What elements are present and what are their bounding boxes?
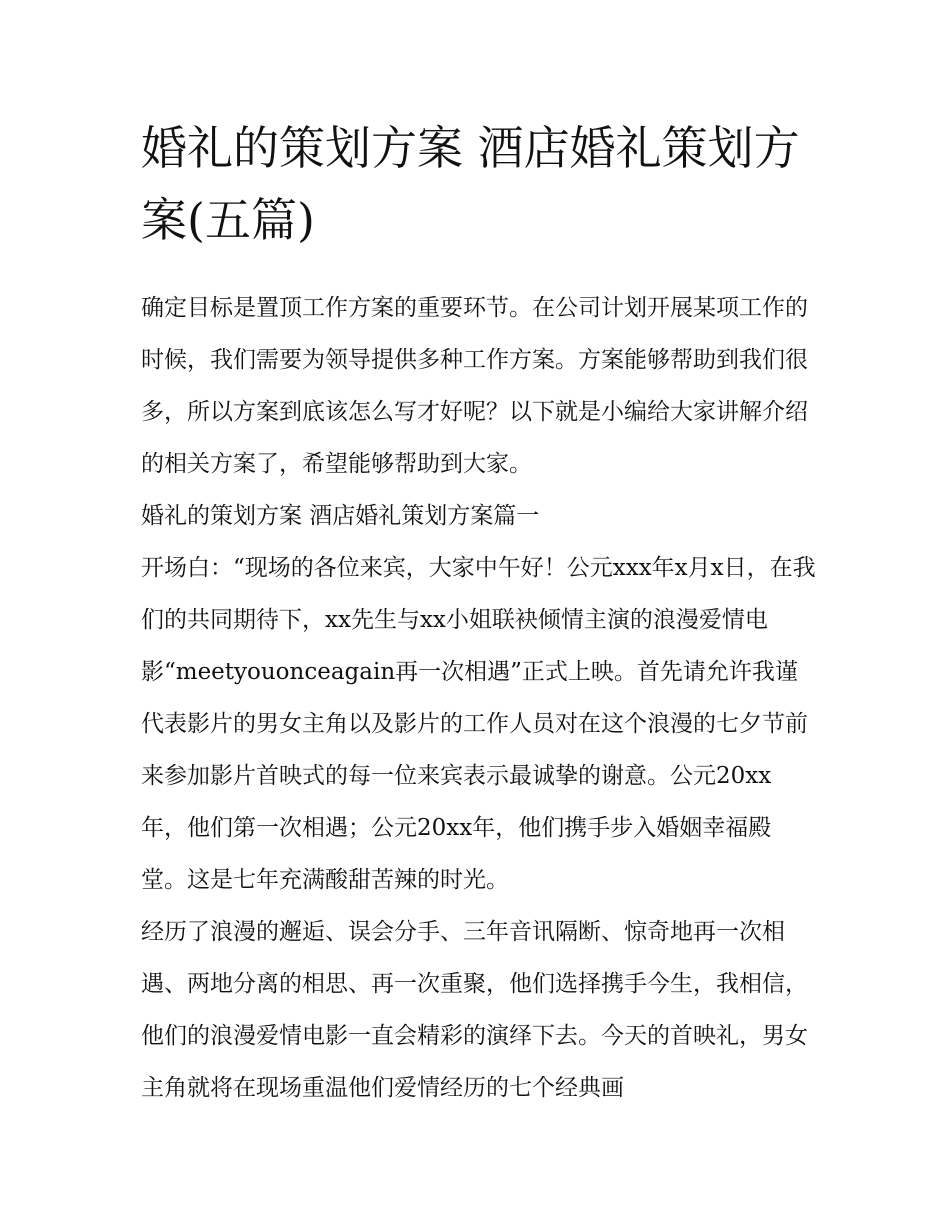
document-title: 婚礼的策划方案 酒店婚礼策划方案(五篇): [141, 121, 800, 247]
intro-paragraph: 确定目标是置顶工作方案的重要环节。在公司计划开展某项工作的时候，我们需要为领导提供多种工作方案。方案能够帮助到我们很多，所以方案到底该怎么写才好呢？以下就是小编给大家讲解介绍的相关方案了，希望能够帮助到大家。: [141, 295, 808, 477]
opening-paragraph: 开场白：“现场的各位来宾，大家中午好！公元xxx年x月x日，在我们的共同期待下，xx先生与xx小姐联袂倾情主演的浪漫爱情电影“meetyouonceagain再一次相遇”正式上映。首先请允许我谨代表影片的男女主角以及影片的工作人员对在这个浪漫的七夕节前来参加影片首映式的每一位来宾表示最诚挚的谢意。公元20xx年，他们第一次相遇；公元20xx年，他们携手步入婚姻幸福殿堂。这是七年充满酸甜苦辣的时光。: [141, 555, 816, 893]
story-paragraph: 经历了浪漫的邂逅、误会分手、三年音讯隔断、惊奇地再一次相遇、两地分离的相思、再一次重聚，他们选择携手今生，我相信，他们的浪漫爱情电影一直会精彩的演绎下去。今天的首映礼，男女主角就将在现场重温他们爱情经历的七个经典画: [141, 919, 808, 1101]
document-body: [141, 282, 817, 1114]
section-heading: 婚礼的策划方案 酒店婚礼策划方案篇一: [141, 503, 540, 529]
